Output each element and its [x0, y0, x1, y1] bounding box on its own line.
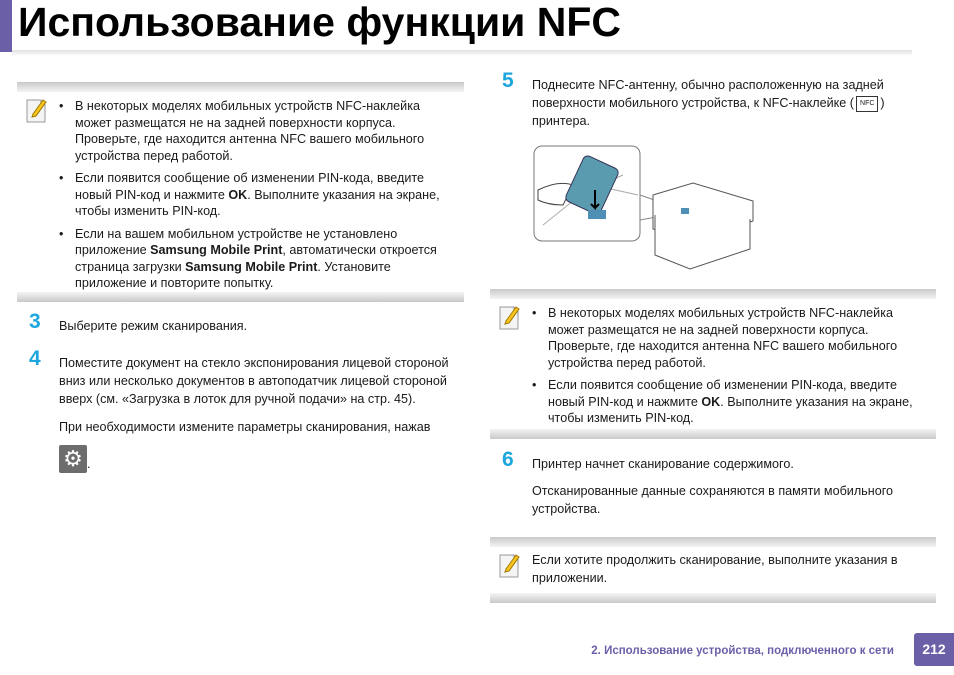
note-top-bar — [490, 537, 936, 547]
note-text: Если хотите продолжить сканирование, выполните указания в приложении. — [532, 553, 898, 585]
note-bottom-bar — [490, 593, 936, 603]
settings-gear-icon: ⚙ — [59, 445, 87, 473]
note-box-right — [490, 289, 936, 439]
note-pencil-icon — [25, 96, 49, 129]
note-pencil-icon — [498, 551, 522, 584]
note-list — [17, 98, 464, 292]
footer-chapter: 2. Использование устройства, подключенного к сети — [591, 645, 894, 657]
note-item: • Если появится сообщение об изменении PIN-кода, введите новый PIN-код и нажмите OK. Выполните указания на экране, чтобы изменить PIN-код. — [59, 170, 458, 220]
step-text: При необходимости измените параметры сканирования, нажав — [59, 420, 431, 434]
note-bottom-bar — [17, 292, 464, 302]
step-number: 4 — [29, 347, 41, 370]
nfc-sticker-icon: NFC — [856, 96, 878, 112]
step-6 — [502, 448, 932, 527]
step-number: 5 — [502, 69, 514, 92]
note-item: • Если появится сообщение об изменении PIN-кода, введите новый PIN-код и нажмите OK. Выполните указания на экране, чтобы изменить PIN-код. — [532, 377, 930, 427]
title-divider — [12, 50, 912, 56]
note-pencil-icon — [498, 303, 522, 336]
note-box-left — [17, 82, 464, 302]
step-number: 6 — [502, 448, 514, 471]
page-title: Использование функции NFC — [18, 0, 622, 45]
chapter-tab — [0, 0, 12, 52]
step-3 — [29, 310, 464, 344]
note-top-bar — [17, 82, 464, 92]
step-text: Поместите документ на стекло экспонирования лицевой стороной вниз или несколько документов в автоподатчик лицевой стороной вверх (см. «Загрузка в лоток для ручной подачи» на стр. 45). — [59, 356, 449, 406]
note-box-final — [490, 537, 936, 603]
note-bottom-bar — [490, 429, 936, 439]
step-text: Выберите режим сканирования. — [59, 319, 248, 333]
step-text: Поднесите NFC-антенну, обычно расположенную на задней поверхности мобильного устройства, к NFC-наклейке ( — [532, 78, 884, 110]
step-text: Отсканированные данные сохраняются в памяти мобильного устройства. — [532, 484, 894, 516]
step-number: 3 — [29, 310, 41, 333]
note-top-bar — [490, 289, 936, 299]
step-text: Принтер начнет сканирование содержимого. — [532, 457, 794, 471]
note-item: • Если на вашем мобильном устройстве не установлено приложение Samsung Mobile Print, автоматически откроется страница загрузки Samsung Mobile Print. Установите приложение и повторите попытку. — [59, 226, 458, 292]
note-list — [490, 305, 936, 427]
note-item: • В некоторых моделях мобильных устройств NFC-наклейка может размещатся не на задней поверхности корпуса. Проверьте, где находится антенна NFC вашего мобильного устройства перед работой. — [532, 305, 930, 371]
nfc-printer-illustration — [533, 145, 758, 273]
step-4 — [29, 347, 464, 473]
punctuation: . — [87, 457, 91, 471]
page-number: 212 — [914, 633, 954, 666]
step-text: ) принтера. — [532, 96, 885, 128]
note-item: • В некоторых моделях мобильных устройств NFC-наклейка может размещатся не на задней поверхности корпуса. Проверьте, где находится антенна NFC вашего мобильного устройства перед работой. — [59, 98, 458, 164]
step-5 — [502, 69, 932, 139]
